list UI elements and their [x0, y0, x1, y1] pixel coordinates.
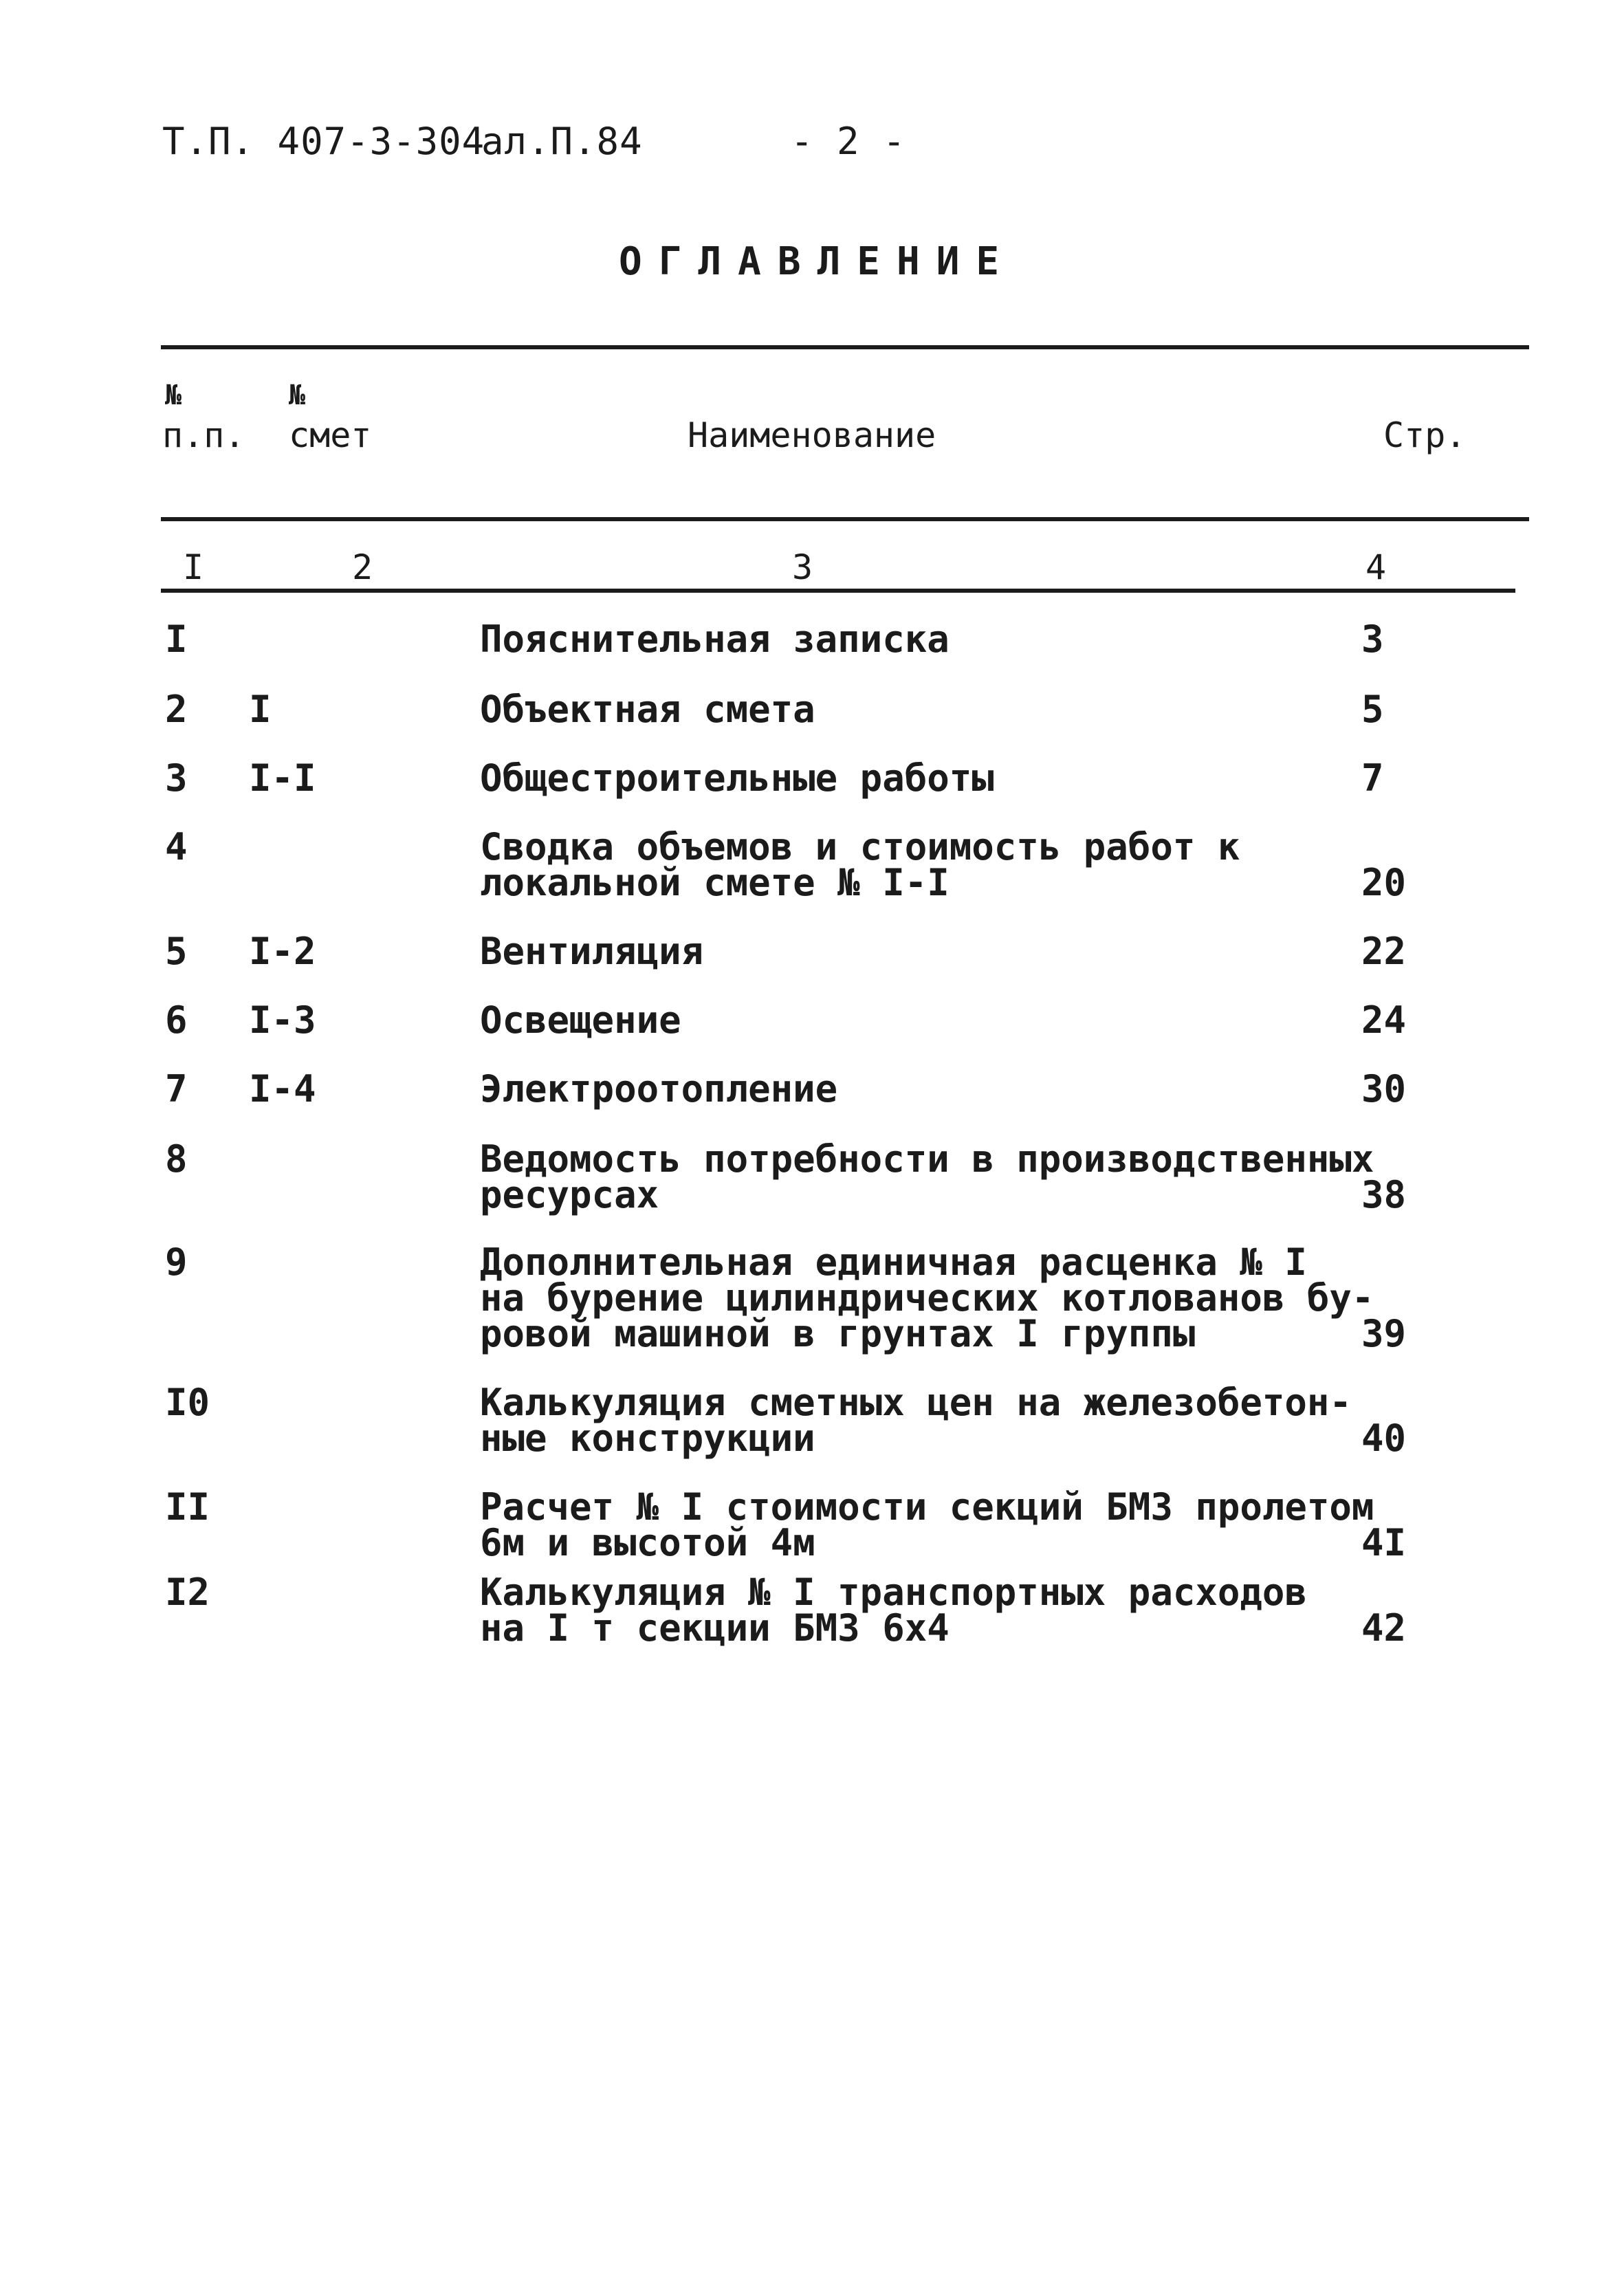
row-6-number: 6: [165, 998, 188, 1042]
row-7-smeta: I-4: [249, 1067, 316, 1111]
row-9-page: 39: [1361, 1312, 1407, 1355]
col1-header: п.п.: [162, 415, 245, 455]
album-number: ал.П.84: [481, 120, 643, 163]
row-8-name-line-1: Ведомость потребности в производственных: [480, 1137, 1374, 1181]
row-9-name-line-2: на бурение цилиндрических котлованов бу-: [480, 1276, 1374, 1320]
row-6-smeta: I-3: [249, 998, 316, 1042]
row-10-number: I0: [165, 1381, 210, 1424]
row-6-name-line-1: Освещение: [480, 998, 681, 1042]
col4-header: Стр.: [1383, 415, 1467, 455]
row-9-name-line-1: Дополнительная единичная расценка № I: [480, 1240, 1307, 1284]
col1-number-mark: №: [165, 380, 182, 411]
col-number-3: 3: [792, 547, 813, 587]
row-5-smeta: I-2: [249, 930, 316, 973]
row-3-name-line-1: Общестроительные работы: [480, 756, 994, 800]
table-top-rule: [161, 345, 1529, 349]
row-11-number: II: [165, 1485, 210, 1529]
row-9-name-line-3: ровой машиной в грунтах I группы: [480, 1312, 1196, 1355]
row-10-name-line-2: ные конструкции: [480, 1417, 815, 1460]
row-8-page: 38: [1361, 1173, 1407, 1216]
row-10-name-line-1: Калькуляция сметных цен на железобетон-: [480, 1381, 1352, 1424]
row-4-number: 4: [165, 825, 188, 868]
row-1-number: I: [165, 617, 188, 661]
row-12-number: I2: [165, 1571, 210, 1614]
row-12-name-line-1: Калькуляция № I транспортных расходов: [480, 1571, 1307, 1614]
row-2-page: 5: [1361, 688, 1384, 731]
document-code: Т.П. 407-3-304: [162, 120, 485, 163]
row-7-name-line-1: Электроотопление: [480, 1067, 838, 1111]
row-11-page: 4I: [1361, 1521, 1407, 1564]
col2-number-mark: №: [289, 380, 306, 411]
page-title: ОГЛАВЛЕНИЕ: [619, 239, 1016, 284]
row-10-page: 40: [1361, 1417, 1407, 1460]
row-12-page: 42: [1361, 1606, 1407, 1650]
col3-header: Наименование: [688, 415, 936, 455]
row-1-page: 3: [1361, 617, 1384, 661]
row-5-name-line-1: Вентиляция: [480, 930, 704, 973]
row-7-number: 7: [165, 1067, 188, 1111]
col-number-1: I: [183, 547, 204, 587]
row-1-name-line-1: Пояснительная записка: [480, 617, 950, 661]
row-4-page: 20: [1361, 861, 1407, 904]
row-3-number: 3: [165, 756, 188, 800]
row-4-name-line-2: локальной смете № I-I: [480, 861, 950, 904]
row-7-page: 30: [1361, 1067, 1407, 1111]
row-9-number: 9: [165, 1240, 188, 1284]
row-2-number: 2: [165, 688, 188, 731]
row-6-page: 24: [1361, 998, 1407, 1042]
col2-header: смет: [289, 415, 372, 455]
row-2-name-line-1: Объектная смета: [480, 688, 815, 731]
row-5-page: 22: [1361, 930, 1407, 973]
row-12-name-line-2: на I т секции БМЗ 6х4: [480, 1606, 950, 1650]
page-number: - 2 -: [791, 120, 906, 163]
row-3-page: 7: [1361, 756, 1384, 800]
col-number-2: 2: [352, 547, 373, 587]
row-4-name-line-1: Сводка объемов и стоимость работ к: [480, 825, 1240, 868]
header-bottom-rule: [161, 517, 1529, 521]
row-8-number: 8: [165, 1137, 188, 1181]
col-number-4: 4: [1365, 547, 1387, 587]
row-3-smeta: I-I: [249, 756, 316, 800]
row-5-number: 5: [165, 930, 188, 973]
row-2-smeta: I: [249, 688, 272, 731]
row-11-name-line-2: 6м и высотой 4м: [480, 1521, 815, 1564]
column-numbers-rule: [161, 589, 1515, 593]
row-11-name-line-1: Расчет № I стоимости секций БМЗ пролетом: [480, 1485, 1374, 1529]
row-8-name-line-2: ресурсах: [480, 1173, 659, 1216]
